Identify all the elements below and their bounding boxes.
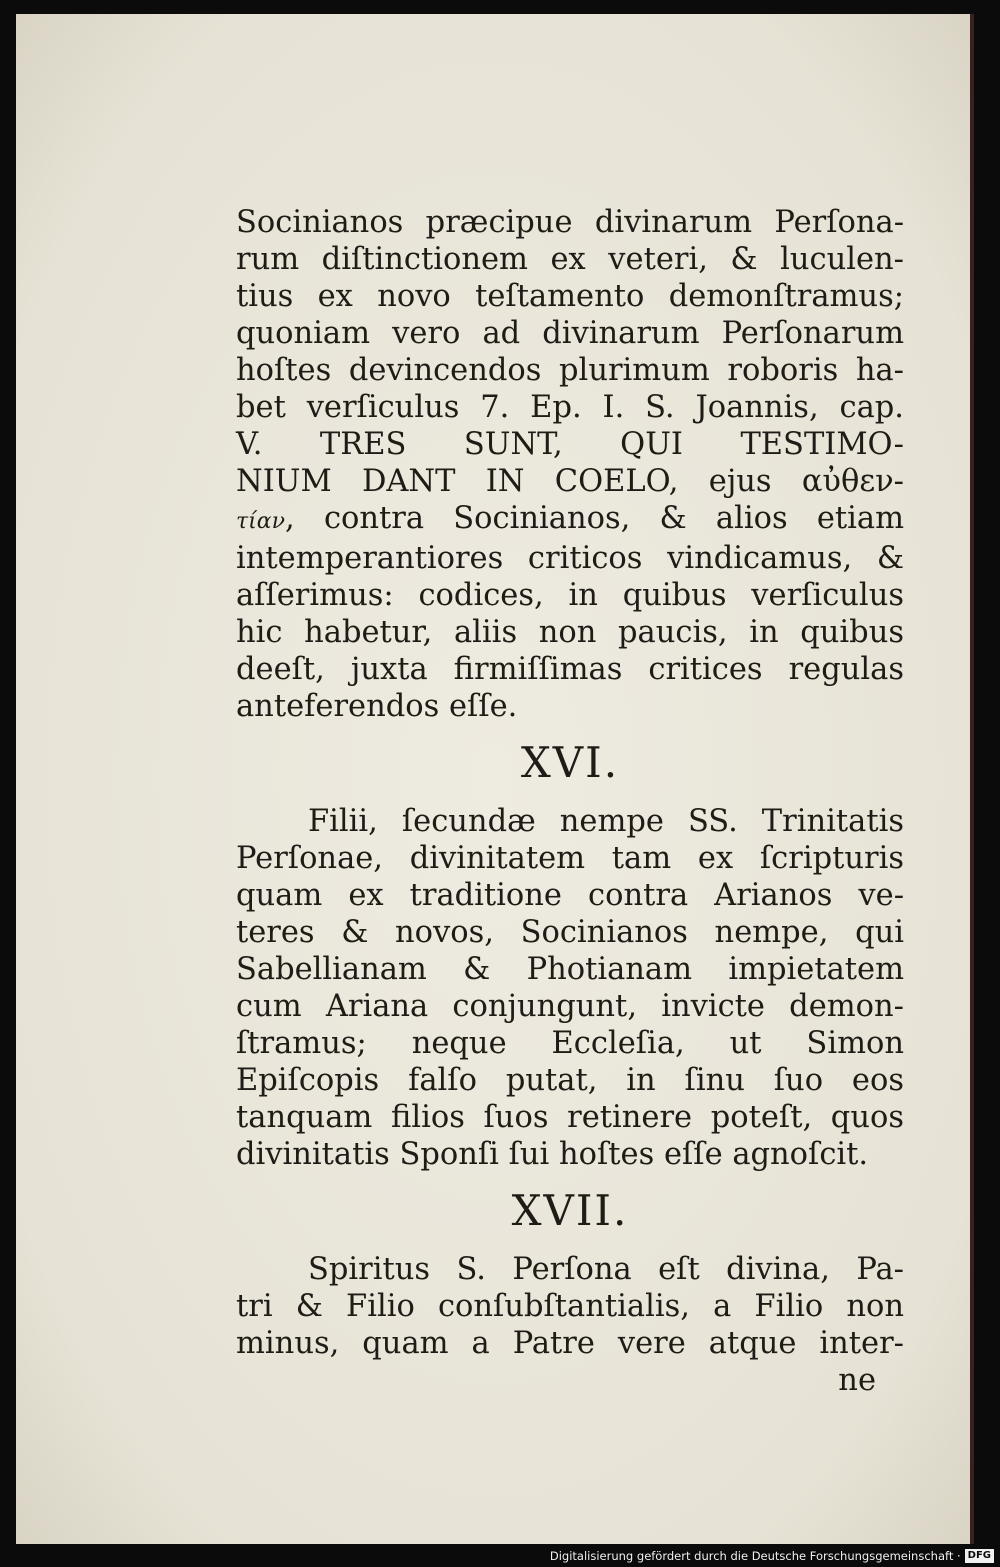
text-line: Perſonae, divinitatem tam ex ſcripturis [236, 841, 904, 876]
text-line: hoſtes devincendos plurimum roboris ha- [236, 353, 904, 388]
text-line: tanquam filios ſuos retinere poteſt, quos [236, 1100, 904, 1135]
text-line: bet verſiculus 7. Ep. I. S. Joannis, cap. [236, 390, 904, 425]
text-line: teres & novos, Socinianos nempe, qui [236, 915, 904, 950]
text-line: intemperantiores criticos vindicamus, & [236, 541, 904, 576]
section-heading-xvii: XVII. [511, 1186, 629, 1235]
text-line: divinitatis Sponſi ſui hoſtes eſſe agnoſcit. [236, 1137, 869, 1172]
text-line: Epiſcopis falſo putat, in ſinu ſuo eos [236, 1063, 904, 1098]
footer-credit [550, 1547, 994, 1565]
text-line: deeſt, juxta firmiſſimas critices regulas [236, 652, 904, 687]
text-line: cum Ariana conjungunt, invicte demon- [236, 989, 904, 1024]
text-line: ſtramus; neque Eccleſia, ut Simon [236, 1026, 904, 1061]
text-line: Spiritus S. Perſona eſt divina, Pa- [308, 1252, 904, 1287]
greek-word: τίαν [236, 509, 286, 534]
text-line: tius ex novo teſtamento demonſtramus; [236, 279, 904, 314]
section-heading-xvi: XVI. [520, 738, 620, 787]
dfg-logo: DFG [965, 1549, 994, 1563]
text-line-rest: , contra Socinianos, & alios etiam [285, 501, 904, 536]
text-line: aſſerimus: codices, in quibus verſiculus [236, 578, 904, 613]
text-line: Filii, ſecundæ nempe SS. Trinitatis [308, 804, 904, 839]
text-line: Sabellianam & Photianam impietatem [236, 952, 904, 987]
text-line: NIUM DANT IN COELO, ejus αὐθεν- [236, 464, 904, 499]
text-line: minus, quam a Patre vere atque inter- [236, 1326, 904, 1361]
catchword: ne [838, 1363, 876, 1398]
text-line: quam ex traditione contra Arianos ve- [236, 878, 904, 913]
book-page [16, 14, 974, 1544]
text-line-greek [236, 500, 904, 540]
text-line: V. TRES SUNT, QUI TESTIMO- [236, 427, 904, 462]
credit-text: Digitalisierung gefördert durch die Deutsche Forschungsgemeinschaft · [549, 1549, 961, 1563]
text-line: hic habetur, aliis non paucis, in quibus [236, 615, 904, 650]
text-line: tri & Filio conſubſtantialis, a Filio non [236, 1289, 904, 1324]
page-text [236, 204, 904, 1399]
text-line: Socinianos præcipue divinarum Perſona- [236, 205, 904, 240]
text-line: anteferendos eſſe. [236, 689, 518, 724]
text-line: quoniam vero ad divinarum Perſonarum [236, 316, 904, 351]
text-line: rum diſtinctionem ex veteri, & luculen- [236, 242, 904, 277]
